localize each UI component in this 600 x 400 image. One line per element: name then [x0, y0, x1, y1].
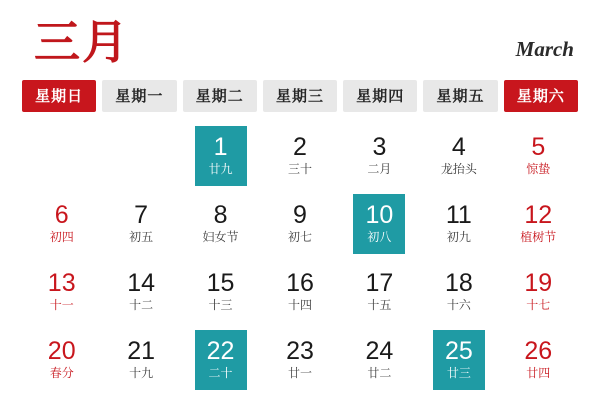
day-inner [353, 126, 405, 186]
day-cell[interactable] [260, 326, 339, 394]
day-number: 5 [531, 132, 546, 161]
day-cell[interactable] [340, 258, 419, 326]
month-title-chinese: 三月 [34, 17, 130, 68]
day-inner [353, 194, 405, 254]
day-cell[interactable] [419, 190, 498, 258]
day-lunar-label: 二十 [208, 366, 233, 381]
weekday-header-6: 星期六 [504, 80, 578, 112]
day-cell[interactable] [499, 326, 578, 394]
day-inner [115, 330, 167, 390]
day-cell[interactable] [181, 122, 260, 190]
day-cell[interactable] [101, 326, 180, 394]
day-lunar-label: 廿四 [526, 366, 551, 381]
day-cell[interactable] [181, 190, 260, 258]
day-inner [274, 262, 326, 322]
day-number: 6 [54, 200, 69, 229]
weekday-header-4: 星期四 [343, 80, 417, 112]
weekday-header-row [0, 70, 600, 118]
day-cell [22, 122, 101, 190]
day-lunar-label: 廿三 [446, 366, 471, 381]
day-inner [433, 194, 485, 254]
day-number: 19 [524, 268, 553, 297]
day-lunar-label: 龙抬头 [440, 162, 477, 177]
day-cell[interactable] [260, 190, 339, 258]
day-lunar-label: 初四 [49, 230, 74, 245]
day-lunar-label: 廿二 [367, 366, 392, 381]
day-lunar-label: 十一 [49, 298, 74, 313]
day-lunar-label: 春分 [49, 366, 74, 381]
day-cell[interactable] [181, 258, 260, 326]
day-inner [433, 262, 485, 322]
day-inner [36, 330, 88, 390]
day-inner [433, 126, 485, 186]
day-lunar-label: 十五 [367, 298, 392, 313]
days-grid [0, 118, 600, 394]
day-cell[interactable] [499, 122, 578, 190]
day-cell[interactable] [419, 122, 498, 190]
day-number: 12 [524, 200, 553, 229]
day-cell[interactable] [101, 258, 180, 326]
weekday-header-5: 星期五 [423, 80, 497, 112]
day-lunar-label: 惊蛰 [526, 162, 551, 177]
day-inner [512, 330, 564, 390]
day-inner [512, 194, 564, 254]
day-inner [195, 194, 247, 254]
day-inner [195, 126, 247, 186]
day-number: 11 [445, 200, 472, 229]
day-cell[interactable] [340, 190, 419, 258]
day-number: 21 [127, 336, 156, 365]
day-number: 8 [213, 200, 228, 229]
day-number: 26 [524, 336, 553, 365]
day-number: 9 [293, 200, 307, 229]
weekday-header-0: 星期日 [22, 80, 96, 112]
day-lunar-label: 十七 [526, 298, 551, 313]
day-number: 22 [206, 336, 235, 365]
day-lunar-label: 三十 [287, 162, 312, 177]
day-lunar-label: 十六 [446, 298, 471, 313]
day-lunar-label: 二月 [367, 162, 392, 177]
day-inner [115, 262, 167, 322]
day-number: 10 [365, 200, 394, 229]
day-inner [274, 126, 326, 186]
day-lunar-label: 廿九 [208, 162, 233, 177]
day-number: 25 [444, 336, 473, 365]
calendar-header [0, 0, 600, 70]
day-number: 17 [365, 268, 394, 297]
day-inner [36, 194, 88, 254]
day-number: 13 [47, 268, 76, 297]
day-inner [353, 262, 405, 322]
day-inner [274, 194, 326, 254]
day-cell[interactable] [419, 326, 498, 394]
day-inner [512, 262, 564, 322]
day-lunar-label: 十三 [208, 298, 233, 313]
day-lunar-label: 十九 [129, 366, 154, 381]
day-inner [36, 262, 88, 322]
day-number: 14 [127, 268, 156, 297]
day-cell[interactable] [340, 326, 419, 394]
day-lunar-label: 初九 [446, 230, 471, 245]
day-lunar-label: 初五 [129, 230, 154, 245]
day-lunar-label: 廿一 [287, 366, 312, 381]
day-lunar-label: 十二 [129, 298, 154, 313]
day-cell[interactable] [340, 122, 419, 190]
day-number: 2 [293, 132, 307, 161]
day-number: 7 [134, 200, 149, 229]
day-cell[interactable] [499, 190, 578, 258]
day-inner [274, 330, 326, 390]
day-cell[interactable] [260, 258, 339, 326]
day-inner [512, 126, 564, 186]
day-cell[interactable] [260, 122, 339, 190]
day-inner [195, 330, 247, 390]
day-cell[interactable] [22, 190, 101, 258]
day-cell[interactable] [181, 326, 260, 394]
day-number: 4 [451, 132, 466, 161]
day-inner [115, 194, 167, 254]
day-number: 23 [286, 336, 314, 365]
day-lunar-label: 妇女节 [202, 230, 239, 245]
day-number: 3 [372, 132, 387, 161]
day-cell[interactable] [419, 258, 498, 326]
weekday-header-3: 星期三 [263, 80, 337, 112]
day-inner [353, 330, 405, 390]
month-title-english: March [515, 37, 574, 61]
day-inner [433, 330, 485, 390]
day-lunar-label: 十四 [287, 298, 312, 313]
day-cell[interactable] [101, 190, 180, 258]
day-lunar-label: 初七 [287, 230, 312, 245]
day-inner [195, 262, 247, 322]
day-number: 20 [47, 336, 76, 365]
day-number: 15 [206, 268, 235, 297]
day-number: 24 [365, 336, 394, 365]
day-cell [101, 122, 180, 190]
day-lunar-label: 植树节 [520, 230, 557, 245]
day-cell[interactable] [22, 258, 101, 326]
day-number: 16 [286, 268, 314, 297]
day-cell[interactable] [22, 326, 101, 394]
weekday-header-2: 星期二 [183, 80, 257, 112]
day-cell[interactable] [499, 258, 578, 326]
day-number: 18 [444, 268, 473, 297]
day-lunar-label: 初八 [367, 230, 392, 245]
day-number: 1 [213, 132, 228, 161]
weekday-header-1: 星期一 [102, 80, 176, 112]
